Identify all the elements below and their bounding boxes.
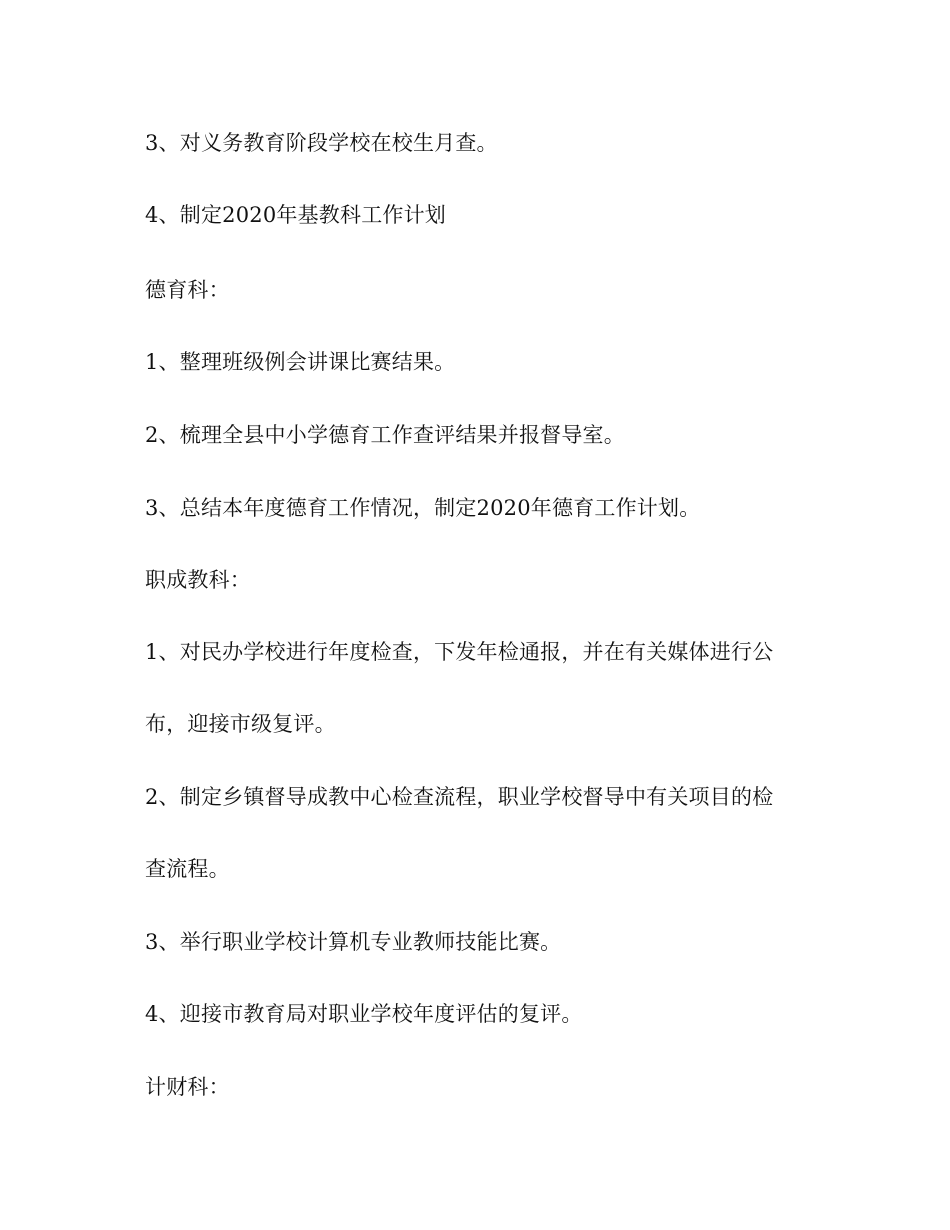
section-heading-vocational-education: 职成教科： [145, 568, 251, 592]
section-heading-moral-education: 德育科： [145, 278, 230, 302]
text-line-6: 3、总结本年度德育工作情况，制定2020年德育工作计划。 [145, 496, 701, 520]
section-heading-finance: 计财科： [145, 1075, 230, 1099]
text-line-12: 3、举行职业学校计算机专业教师技能比赛。 [145, 930, 562, 954]
text-line-9: 布，迎接市级复评。 [145, 712, 336, 736]
text-line-10: 2、制定乡镇督导成教中心检查流程，职业学校督导中有关项目的检 [145, 785, 774, 809]
text-line-1: 3、对义务教育阶段学校在校生月查。 [145, 131, 498, 155]
text-line-11: 查流程。 [145, 857, 230, 881]
text-line-8: 1、对民办学校进行年度检查，下发年检通报，并在有关媒体进行公 [145, 640, 774, 664]
text-line-4: 1、整理班级例会讲课比赛结果。 [145, 350, 456, 374]
text-line-5: 2、梳理全县中小学德育工作查评结果并报督导室。 [145, 423, 625, 447]
text-line-2: 4、制定2020年基教科工作计划 [145, 203, 447, 227]
text-line-13: 4、迎接市教育局对职业学校年度评估的复评。 [145, 1002, 583, 1026]
